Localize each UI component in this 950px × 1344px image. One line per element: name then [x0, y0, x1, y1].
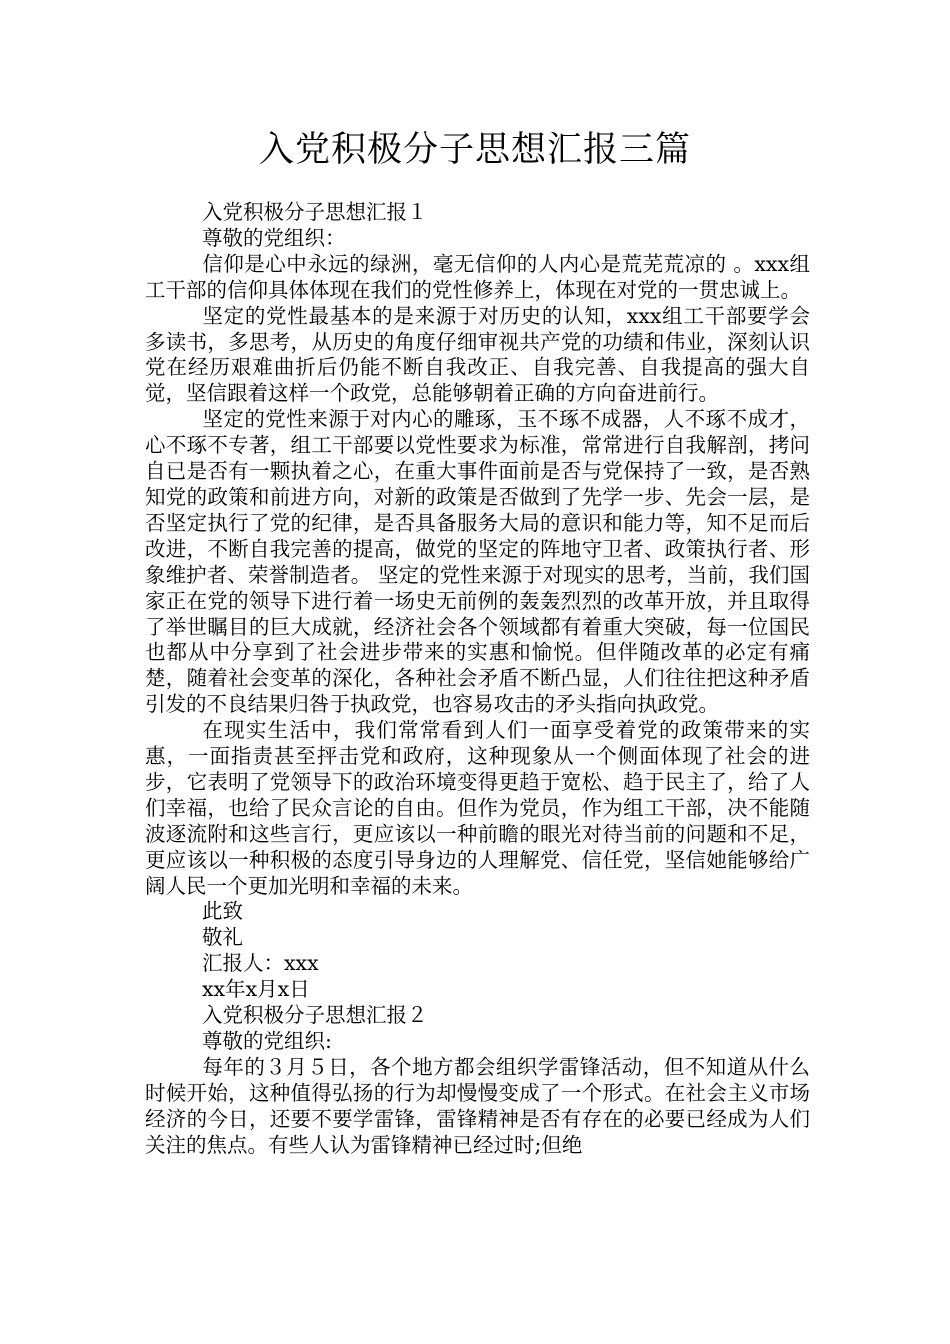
- report2-heading: 入党积极分子思想汇报２: [202, 1003, 428, 1028]
- report1-paragraph-3: 坚定的党性来源于对内心的雕琢，玉不琢不成器，人不琢不成才，心不琢不专著，组工干部要以党性要求为标准，常常进行自我解剖，拷问自已是否有一颗执着之心，在重大事件面前是否与党保持了一致，是否熟知党的政策和前进方向，对新的政策是否做到了先学一步、先会一层，是否坚定执行了党的纪律，是否具备服务大局的意识和能力等，知不足而后改进，不断自我完善的提高，做党的坚定的阵地守卫者、政策执行者、形象维护者、荣誉制造者。 坚定的党性来源于对现实的思考，当前，我们国家正在党的领导下进行着一场史无前例的轰轰烈烈的改革开放，并且取得了举世瞩目的巨大成就，经济社会各个领域都有着重大突破，每一位国民也都从中分享到了社会进步带来的实惠和愉悦。但伴随改革的必定有痛楚，随着社会变革的深化，各种社会矛盾不断凸显，人们往往把这种矛盾引发的不良结果归咎于执政党，也容易攻击的矛头指向执政党。: [145, 407, 810, 717]
- report2-paragraph-1: 每年的３月５日，各个地方都会组织学雷锋活动，但不知道从什么时候开始，这种值得弘扬的行为却慢慢变成了一个形式。在社会主义市场经济的今日，还要不要学雷锋，雷锋精神是否有存在的必要已经成为人们关注的焦点。有些人认为雷锋精神已经过时;但绝: [145, 1054, 810, 1157]
- report1-heading: 入党积极分子思想汇报１: [202, 200, 428, 224]
- report2-salutation: 尊敬的党组织:: [202, 1029, 332, 1053]
- report1-salutation: 尊敬的党组织：: [202, 225, 346, 250]
- report1-date: xx年x月x日: [202, 977, 310, 1002]
- report1-closing-2: 敬礼: [202, 925, 243, 950]
- document-body: [145, 200, 810, 1159]
- report1-paragraph-2: 坚定的党性最基本的是来源于对历史的认知，xxx组工干部要学会多读书，多思考，从历史的角度仔细审视共产党的功绩和伟业，深刻认识党在经历艰难曲折后仍能不断自我改正、自我完善、自我提高的强大自觉，坚信跟着这样一个政党，总能够朝着正确的方向奋进前行。: [145, 303, 810, 406]
- report1-closing-1: 此致: [202, 899, 243, 924]
- report1-paragraph-4: 在现实生活中，我们常常看到人们一面享受着党的政策带来的实惠，一面指责甚至抨击党和政府，这种现象从一个侧面体现了社会的进步，它表明了党领导下的政治环境变得更趋于宽松、趋于民主了，给了人们幸福，也给了民众言论的自由。但作为党员，作为组工干部，决不能随波逐流附和这些言行，更应该以一种前瞻的眼光对待当前的问题和不足，更应该以一种积极的态度引导身边的人理解党、信任党，坚信她能够给广阔人民一个更加光明和幸福的未来。: [145, 718, 810, 898]
- report1-reporter: 汇报人：xxx: [202, 951, 319, 976]
- document-title: 入党积极分子思想汇报三篇: [258, 130, 691, 170]
- report1-paragraph-1: 信仰是心中永远的绿洲，毫无信仰的人内心是荒芜荒凉的 。xxx组工干部的信仰具体体现在我们的党性修养上，体现在对党的一贯忠诚上。: [145, 251, 810, 302]
